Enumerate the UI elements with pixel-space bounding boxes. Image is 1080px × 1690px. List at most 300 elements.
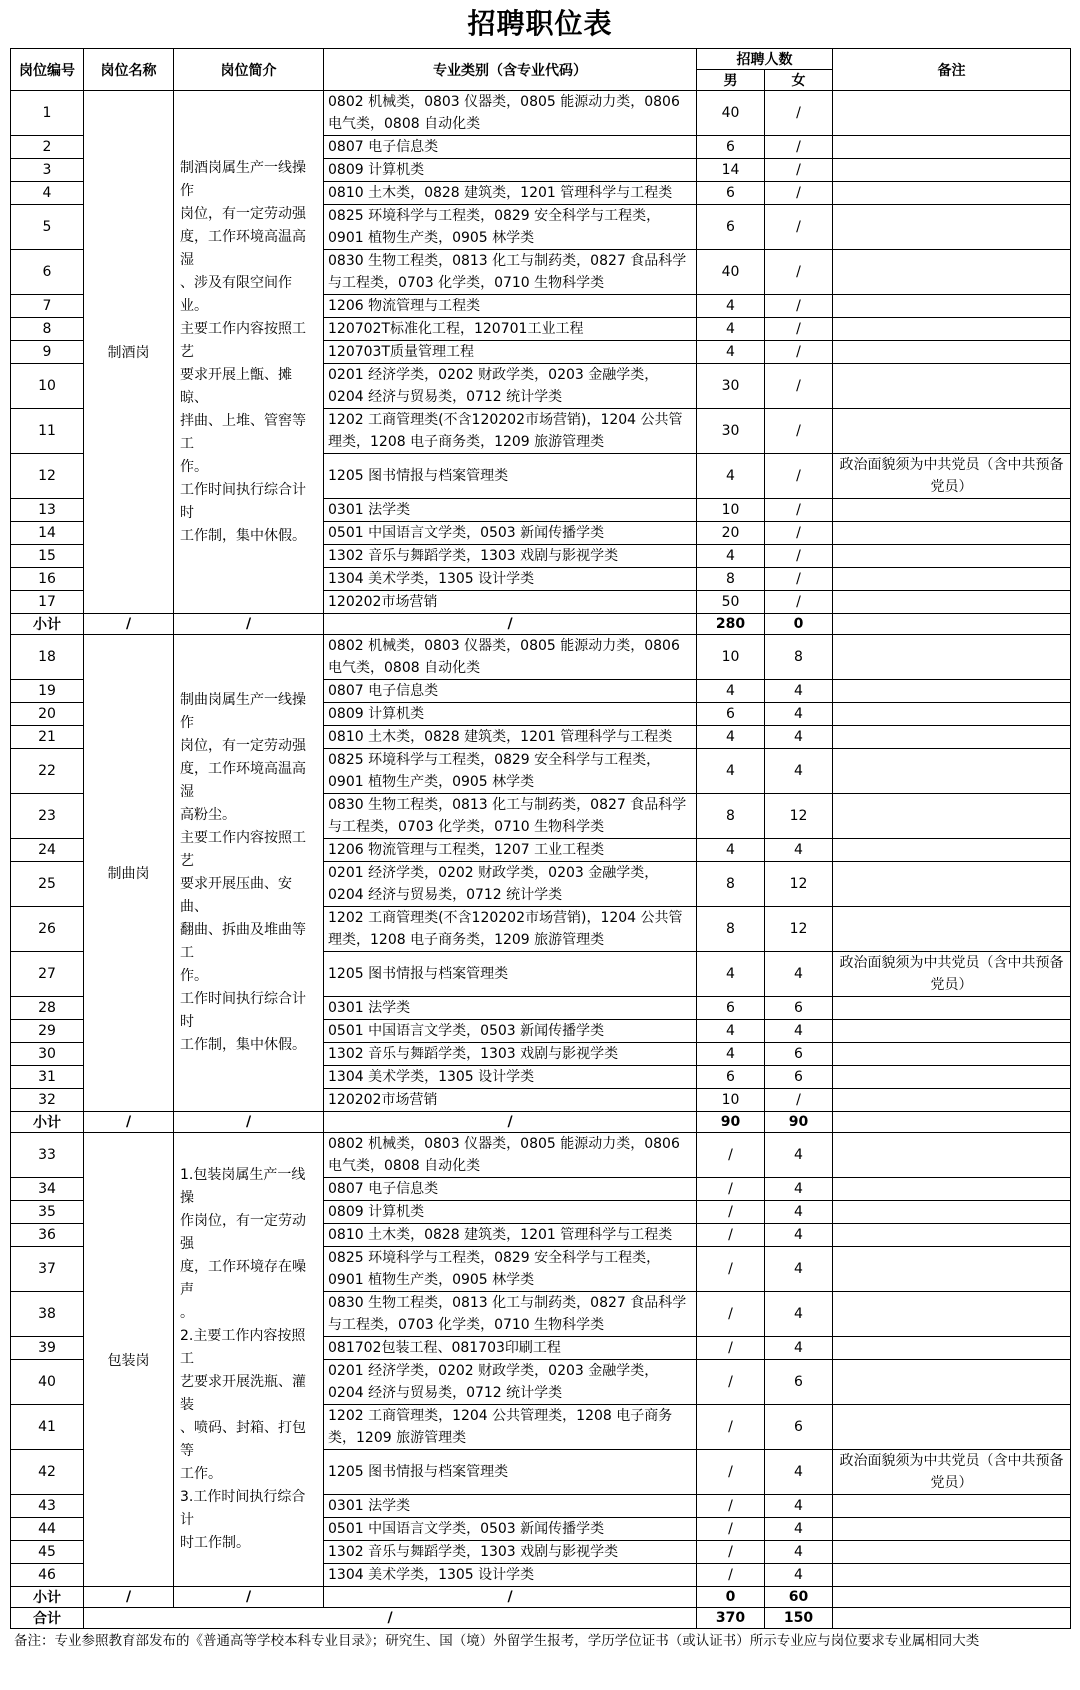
male-count-cell: / <box>697 1292 765 1337</box>
header-female: 女 <box>765 70 833 91</box>
female-count-cell: 4 <box>765 1495 833 1518</box>
position-id-cell: 32 <box>11 1089 84 1112</box>
male-count-cell: 50 <box>697 591 765 614</box>
position-id-cell: 42 <box>11 1450 84 1495</box>
male-count-cell: 40 <box>697 91 765 136</box>
position-name-cell: 包装岗 <box>84 1133 174 1587</box>
note-cell <box>833 1089 1071 1112</box>
major-cell: 1202 工商管理类(不含120202市场营销)，1204 公共管理类，1208 电子商务类，1209 旅游管理类 <box>324 409 697 454</box>
major-cell: 1206 物流管理与工程类 <box>324 295 697 318</box>
note-cell <box>833 159 1071 182</box>
major-cell: 0501 中国语言文学类，0503 新闻传播学类 <box>324 1020 697 1043</box>
intro-line: 要求开展压曲、安曲、 <box>180 876 292 915</box>
female-count-cell: 4 <box>765 1292 833 1337</box>
position-intro-cell <box>174 1133 324 1587</box>
female-count-cell: 6 <box>765 1360 833 1405</box>
major-cell: 0301 法学类 <box>324 997 697 1020</box>
male-count-cell: 6 <box>697 205 765 250</box>
position-id-cell: 27 <box>11 952 84 997</box>
female-count-cell: / <box>765 454 833 499</box>
female-count-cell: 12 <box>765 794 833 839</box>
note-cell <box>833 91 1071 136</box>
position-id-cell: 9 <box>11 341 84 364</box>
position-id-cell: 19 <box>11 680 84 703</box>
intro-line: 岗位，有一定劳动强 <box>180 205 306 222</box>
major-cell: 0825 环境科学与工程类，0829 安全科学与工程类，0901 植物生产类，0905 林学类 <box>324 749 697 794</box>
male-count-cell: 6 <box>697 997 765 1020</box>
major-cell: 0807 电子信息类 <box>324 1178 697 1201</box>
note-cell <box>833 1020 1071 1043</box>
intro-line: 工作。 <box>180 1466 222 1482</box>
position-id-cell: 5 <box>11 205 84 250</box>
female-count-cell: 4 <box>765 680 833 703</box>
female-count-cell: 4 <box>765 1178 833 1201</box>
position-id-cell: 15 <box>11 545 84 568</box>
position-id-cell: 41 <box>11 1405 84 1450</box>
major-cell: 0809 计算机类 <box>324 703 697 726</box>
position-id-cell: 3 <box>11 159 84 182</box>
subtotal-intro: / <box>174 614 324 635</box>
position-id-cell: 45 <box>11 1541 84 1564</box>
male-count-cell: 30 <box>697 409 765 454</box>
intro-line: 度，工作环境存在噪声 <box>180 1259 306 1298</box>
male-count-cell: 8 <box>697 568 765 591</box>
total-female: 150 <box>765 1608 833 1629</box>
note-cell <box>833 1405 1071 1450</box>
subtotal-label: 小计 <box>11 1587 84 1608</box>
position-id-cell: 13 <box>11 499 84 522</box>
header-id: 岗位编号 <box>11 49 84 91</box>
position-id-cell: 44 <box>11 1518 84 1541</box>
female-count-cell: 4 <box>765 1247 833 1292</box>
female-count-cell: 6 <box>765 1043 833 1066</box>
male-count-cell: / <box>697 1337 765 1360</box>
note-cell <box>833 635 1071 680</box>
position-id-cell: 43 <box>11 1495 84 1518</box>
position-id-cell: 24 <box>11 839 84 862</box>
male-count-cell: 4 <box>697 1020 765 1043</box>
position-id-cell: 22 <box>11 749 84 794</box>
position-id-cell: 34 <box>11 1178 84 1201</box>
subtotal-female: 0 <box>765 614 833 635</box>
position-id-cell: 10 <box>11 364 84 409</box>
female-count-cell: / <box>765 91 833 136</box>
position-id-cell: 26 <box>11 907 84 952</box>
note-cell <box>833 1178 1071 1201</box>
major-cell: 0301 法学类 <box>324 499 697 522</box>
major-cell: 1202 工商管理类，1204 公共管理类，1208 电子商务类，1209 旅游管理类 <box>324 1405 697 1450</box>
intro-line: 度，工作环境高温高湿 <box>180 761 306 800</box>
male-count-cell: / <box>697 1564 765 1587</box>
intro-line: 工作时间执行综合计时 <box>180 991 306 1030</box>
male-count-cell: 14 <box>697 159 765 182</box>
note-cell <box>833 522 1071 545</box>
major-cell: 0301 法学类 <box>324 1495 697 1518</box>
male-count-cell: / <box>697 1224 765 1247</box>
major-cell: 0201 经济学类，0202 财政学类，0203 金融学类，0204 经济与贸易类，0712 统计学类 <box>324 364 697 409</box>
major-cell: 0830 生物工程类，0813 化工与制药类，0827 食品科学与工程类，0703 化学类，0710 生物科学类 <box>324 1292 697 1337</box>
major-cell: 0201 经济学类，0202 财政学类，0203 金融学类，0204 经济与贸易类，0712 统计学类 <box>324 862 697 907</box>
subtotal-note <box>833 614 1071 635</box>
subtotal-intro: / <box>174 1112 324 1133</box>
major-cell: 0810 土木类，0828 建筑类，1201 管理科学与工程类 <box>324 726 697 749</box>
total-male: 370 <box>697 1608 765 1629</box>
subtotal-name: / <box>84 1112 174 1133</box>
major-cell: 0825 环境科学与工程类，0829 安全科学与工程类，0901 植物生产类，0905 林学类 <box>324 205 697 250</box>
female-count-cell: 4 <box>765 1224 833 1247</box>
position-id-cell: 23 <box>11 794 84 839</box>
note-cell <box>833 839 1071 862</box>
male-count-cell: 8 <box>697 907 765 952</box>
male-count-cell: / <box>697 1178 765 1201</box>
position-id-cell: 6 <box>11 250 84 295</box>
male-count-cell: 10 <box>697 1089 765 1112</box>
major-cell: 1205 图书情报与档案管理类 <box>324 952 697 997</box>
male-count-cell: 6 <box>697 1066 765 1089</box>
major-cell: 1302 音乐与舞蹈学类，1303 戏剧与影视学类 <box>324 1541 697 1564</box>
position-id-cell: 30 <box>11 1043 84 1066</box>
female-count-cell: 4 <box>765 1450 833 1495</box>
note-cell <box>833 591 1071 614</box>
female-count-cell: / <box>765 1089 833 1112</box>
major-cell: 0201 经济学类，0202 财政学类，0203 金融学类，0204 经济与贸易类，0712 统计学类 <box>324 1360 697 1405</box>
intro-line: 工作制，集中休假。 <box>180 1037 306 1053</box>
note-cell <box>833 1564 1071 1587</box>
note-cell <box>833 364 1071 409</box>
female-count-cell: / <box>765 499 833 522</box>
subtotal-female: 60 <box>765 1587 833 1608</box>
male-count-cell: 10 <box>697 635 765 680</box>
major-cell: 0809 计算机类 <box>324 1201 697 1224</box>
major-cell: 0830 生物工程类，0813 化工与制药类，0827 食品科学与工程类，0703 化学类，0710 生物科学类 <box>324 250 697 295</box>
position-id-cell: 16 <box>11 568 84 591</box>
female-count-cell: 4 <box>765 952 833 997</box>
male-count-cell: 4 <box>697 952 765 997</box>
position-id-cell: 18 <box>11 635 84 680</box>
note-cell <box>833 568 1071 591</box>
major-cell: 1205 图书情报与档案管理类 <box>324 454 697 499</box>
note-cell <box>833 726 1071 749</box>
subtotal-note <box>833 1587 1071 1608</box>
note-cell <box>833 1066 1071 1089</box>
major-cell: 120702T标准化工程，120701工业工程 <box>324 318 697 341</box>
note-cell <box>833 182 1071 205</box>
subtotal-male: 280 <box>697 614 765 635</box>
female-count-cell: 4 <box>765 703 833 726</box>
female-count-cell: 4 <box>765 1201 833 1224</box>
male-count-cell: / <box>697 1201 765 1224</box>
note-cell <box>833 136 1071 159</box>
note-cell <box>833 997 1071 1020</box>
intro-line: 时工作制。 <box>180 1535 250 1551</box>
note-cell <box>833 1292 1071 1337</box>
female-count-cell: 4 <box>765 1337 833 1360</box>
female-count-cell: / <box>765 364 833 409</box>
note-cell <box>833 409 1071 454</box>
position-id-cell: 46 <box>11 1564 84 1587</box>
major-cell: 1206 物流管理与工程类，1207 工业工程类 <box>324 839 697 862</box>
note-cell <box>833 749 1071 794</box>
note-cell <box>833 1518 1071 1541</box>
female-count-cell: 4 <box>765 1541 833 1564</box>
subtotal-name: / <box>84 1587 174 1608</box>
male-count-cell: 40 <box>697 250 765 295</box>
position-id-cell: 21 <box>11 726 84 749</box>
intro-line: 制曲岗属生产一线操作 <box>180 692 306 731</box>
male-count-cell: / <box>697 1405 765 1450</box>
subtotal-male: 0 <box>697 1587 765 1608</box>
major-cell: 0802 机械类，0803 仪器类，0805 能源动力类，0806 电气类，0808 自动化类 <box>324 91 697 136</box>
subtotal-major: / <box>324 1587 697 1608</box>
note-cell <box>833 250 1071 295</box>
subtotal-note <box>833 1112 1071 1133</box>
position-id-cell: 38 <box>11 1292 84 1337</box>
table-row <box>11 1133 1071 1178</box>
intro-line: 主要工作内容按照工艺 <box>180 320 306 360</box>
header-note: 备注 <box>833 49 1071 91</box>
note-cell <box>833 295 1071 318</box>
position-id-cell: 28 <box>11 997 84 1020</box>
position-id-cell: 20 <box>11 703 84 726</box>
total-slash: / <box>84 1608 697 1629</box>
female-count-cell: / <box>765 318 833 341</box>
female-count-cell: 4 <box>765 749 833 794</box>
position-id-cell: 37 <box>11 1247 84 1292</box>
position-id-cell: 36 <box>11 1224 84 1247</box>
female-count-cell: 6 <box>765 1066 833 1089</box>
subtotal-major: / <box>324 1112 697 1133</box>
male-count-cell: 20 <box>697 522 765 545</box>
major-cell: 1304 美术学类，1305 设计学类 <box>324 1564 697 1587</box>
position-id-cell: 7 <box>11 295 84 318</box>
position-id-cell: 2 <box>11 136 84 159</box>
note-cell: 政治面貌须为中共党员（含中共预备党员） <box>833 1450 1071 1495</box>
male-count-cell: 6 <box>697 703 765 726</box>
note-cell <box>833 703 1071 726</box>
page-title: 招聘职位表 <box>467 7 613 40</box>
position-id-cell: 4 <box>11 182 84 205</box>
position-id-cell: 14 <box>11 522 84 545</box>
major-cell: 1202 工商管理类(不含120202市场营销)，1204 公共管理类，1208 电子商务类，1209 旅游管理类 <box>324 907 697 952</box>
intro-line: 高粉尘。 <box>180 807 236 823</box>
position-id-cell: 25 <box>11 862 84 907</box>
male-count-cell: 4 <box>697 341 765 364</box>
female-count-cell: / <box>765 136 833 159</box>
position-id-cell: 17 <box>11 591 84 614</box>
major-cell: 0802 机械类，0803 仪器类，0805 能源动力类，0806 电气类，0808 自动化类 <box>324 1133 697 1178</box>
note-cell <box>833 1247 1071 1292</box>
table-body <box>11 91 1071 1629</box>
intro-line: 制酒岗属生产一线操作 <box>180 159 306 199</box>
subtotal-female: 90 <box>765 1112 833 1133</box>
male-count-cell: / <box>697 1133 765 1178</box>
note-cell <box>833 1360 1071 1405</box>
female-count-cell: / <box>765 568 833 591</box>
male-count-cell: 4 <box>697 749 765 794</box>
major-cell: 0501 中国语言文学类，0503 新闻传播学类 <box>324 1518 697 1541</box>
subtotal-intro: / <box>174 1587 324 1608</box>
major-cell: 1304 美术学类，1305 设计学类 <box>324 1066 697 1089</box>
male-count-cell: 6 <box>697 182 765 205</box>
major-cell: 0810 土木类，0828 建筑类，1201 管理科学与工程类 <box>324 182 697 205</box>
position-id-cell: 35 <box>11 1201 84 1224</box>
note-cell <box>833 545 1071 568</box>
female-count-cell: 6 <box>765 997 833 1020</box>
female-count-cell: / <box>765 182 833 205</box>
header-major: 专业类别（含专业代码） <box>324 49 697 91</box>
header-name: 岗位名称 <box>84 49 174 91</box>
male-count-cell: / <box>697 1495 765 1518</box>
position-id-cell: 12 <box>11 454 84 499</box>
position-name-cell: 制曲岗 <box>84 635 174 1112</box>
major-cell: 0810 土木类，0828 建筑类，1201 管理科学与工程类 <box>324 1224 697 1247</box>
intro-line: 工作制，集中休假。 <box>180 527 306 544</box>
note-cell <box>833 341 1071 364</box>
intro-line: 翻曲、拆曲及堆曲等工 <box>180 922 306 961</box>
position-id-cell: 39 <box>11 1337 84 1360</box>
female-count-cell: / <box>765 409 833 454</box>
intro-line: 、涉及有限空间作业。 <box>180 274 292 314</box>
intro-line: 。 <box>180 1305 194 1321</box>
male-count-cell: 4 <box>697 295 765 318</box>
recruitment-table <box>10 48 1071 1629</box>
male-count-cell: / <box>697 1450 765 1495</box>
intro-line: 艺要求开展洗瓶、灌装 <box>180 1374 306 1413</box>
female-count-cell: 4 <box>765 1518 833 1541</box>
female-count-cell: 4 <box>765 839 833 862</box>
total-note <box>833 1608 1071 1629</box>
major-cell: 0802 机械类，0803 仪器类，0805 能源动力类，0806 电气类，0808 自动化类 <box>324 635 697 680</box>
major-cell: 120703T质量管理工程 <box>324 341 697 364</box>
male-count-cell: 4 <box>697 545 765 568</box>
intro-line: 拌曲、上堆、管窖等工 <box>180 412 306 452</box>
female-count-cell: / <box>765 545 833 568</box>
male-count-cell: 8 <box>697 862 765 907</box>
note-cell <box>833 862 1071 907</box>
position-id-cell: 31 <box>11 1066 84 1089</box>
female-count-cell: 4 <box>765 726 833 749</box>
note-cell <box>833 499 1071 522</box>
major-cell: 1302 音乐与舞蹈学类，1303 戏剧与影视学类 <box>324 1043 697 1066</box>
note-cell <box>833 1495 1071 1518</box>
header-male: 男 <box>697 70 765 91</box>
total-row <box>11 1608 1071 1629</box>
intro-line: 度，工作环境高温高湿 <box>180 228 306 268</box>
major-cell: 0830 生物工程类，0813 化工与制药类，0827 食品科学与工程类，0703 化学类，0710 生物科学类 <box>324 794 697 839</box>
note-cell <box>833 680 1071 703</box>
major-cell: 081702包装工程、081703印刷工程 <box>324 1337 697 1360</box>
note-cell <box>833 794 1071 839</box>
male-count-cell: / <box>697 1518 765 1541</box>
note-cell: 政治面貌须为中共党员（含中共预备党员） <box>833 952 1071 997</box>
male-count-cell: 4 <box>697 726 765 749</box>
intro-line: 岗位，有一定劳动强 <box>180 738 306 754</box>
subtotal-label: 小计 <box>11 1112 84 1133</box>
male-count-cell: 4 <box>697 454 765 499</box>
male-count-cell: / <box>697 1247 765 1292</box>
major-cell: 0807 电子信息类 <box>324 680 697 703</box>
female-count-cell: / <box>765 205 833 250</box>
major-cell: 0501 中国语言文学类，0503 新闻传播学类 <box>324 522 697 545</box>
major-cell: 120202市场营销 <box>324 1089 697 1112</box>
major-cell: 120202市场营销 <box>324 591 697 614</box>
position-name-cell: 制酒岗 <box>84 91 174 614</box>
female-count-cell: / <box>765 159 833 182</box>
major-cell: 0809 计算机类 <box>324 159 697 182</box>
position-id-cell: 29 <box>11 1020 84 1043</box>
position-id-cell: 33 <box>11 1133 84 1178</box>
female-count-cell: 4 <box>765 1564 833 1587</box>
male-count-cell: 4 <box>697 680 765 703</box>
subtotal-row <box>11 614 1071 635</box>
female-count-cell: 6 <box>765 1405 833 1450</box>
subtotal-male: 90 <box>697 1112 765 1133</box>
female-count-cell: 4 <box>765 1020 833 1043</box>
position-id-cell: 40 <box>11 1360 84 1405</box>
note-cell <box>833 907 1071 952</box>
position-id-cell: 11 <box>11 409 84 454</box>
major-cell: 1302 音乐与舞蹈学类，1303 戏剧与影视学类 <box>324 545 697 568</box>
major-cell: 0807 电子信息类 <box>324 136 697 159</box>
intro-line: 要求开展上甑、摊晾、 <box>180 366 292 406</box>
male-count-cell: / <box>697 1360 765 1405</box>
major-cell: 1205 图书情报与档案管理类 <box>324 1450 697 1495</box>
note-cell <box>833 318 1071 341</box>
note-cell <box>833 205 1071 250</box>
major-cell: 1304 美术学类，1305 设计学类 <box>324 568 697 591</box>
subtotal-row <box>11 1587 1071 1608</box>
male-count-cell: 10 <box>697 499 765 522</box>
female-count-cell: 12 <box>765 907 833 952</box>
male-count-cell: 30 <box>697 364 765 409</box>
female-count-cell: / <box>765 295 833 318</box>
footnote: 备注：专业参照教育部发布的《普通高等学校本科专业目录》；研究生、国（境）外留学生报考，学历学位证书（或认证书）所示专业应与岗位要求专业属相同大类 <box>14 1633 980 1649</box>
note-cell: 政治面貌须为中共党员（含中共预备党员） <box>833 454 1071 499</box>
position-id-cell: 8 <box>11 318 84 341</box>
position-intro-cell <box>174 635 324 1112</box>
male-count-cell: 4 <box>697 318 765 341</box>
intro-line: 主要工作内容按照工艺 <box>180 830 306 869</box>
female-count-cell: / <box>765 250 833 295</box>
female-count-cell: 8 <box>765 635 833 680</box>
position-id-cell: 1 <box>11 91 84 136</box>
female-count-cell: 4 <box>765 1133 833 1178</box>
header-count: 招聘人数 <box>697 49 833 70</box>
table-row <box>11 635 1071 680</box>
male-count-cell: 6 <box>697 136 765 159</box>
male-count-cell: / <box>697 1541 765 1564</box>
subtotal-name: / <box>84 614 174 635</box>
note-cell <box>833 1337 1071 1360</box>
male-count-cell: 8 <box>697 794 765 839</box>
female-count-cell: / <box>765 522 833 545</box>
intro-line: 3.工作时间执行综合计 <box>180 1489 306 1528</box>
female-count-cell: / <box>765 341 833 364</box>
total-label: 合计 <box>11 1608 84 1629</box>
subtotal-row <box>11 1112 1071 1133</box>
intro-line: 作岗位，有一定劳动强 <box>180 1213 306 1252</box>
male-count-cell: 4 <box>697 839 765 862</box>
female-count-cell: / <box>765 591 833 614</box>
female-count-cell: 12 <box>765 862 833 907</box>
header-intro: 岗位简介 <box>174 49 324 91</box>
note-cell <box>833 1224 1071 1247</box>
note-cell <box>833 1043 1071 1066</box>
subtotal-label: 小计 <box>11 614 84 635</box>
intro-line: 工作时间执行综合计时 <box>180 481 306 521</box>
position-intro-cell <box>174 91 324 614</box>
note-cell <box>833 1201 1071 1224</box>
